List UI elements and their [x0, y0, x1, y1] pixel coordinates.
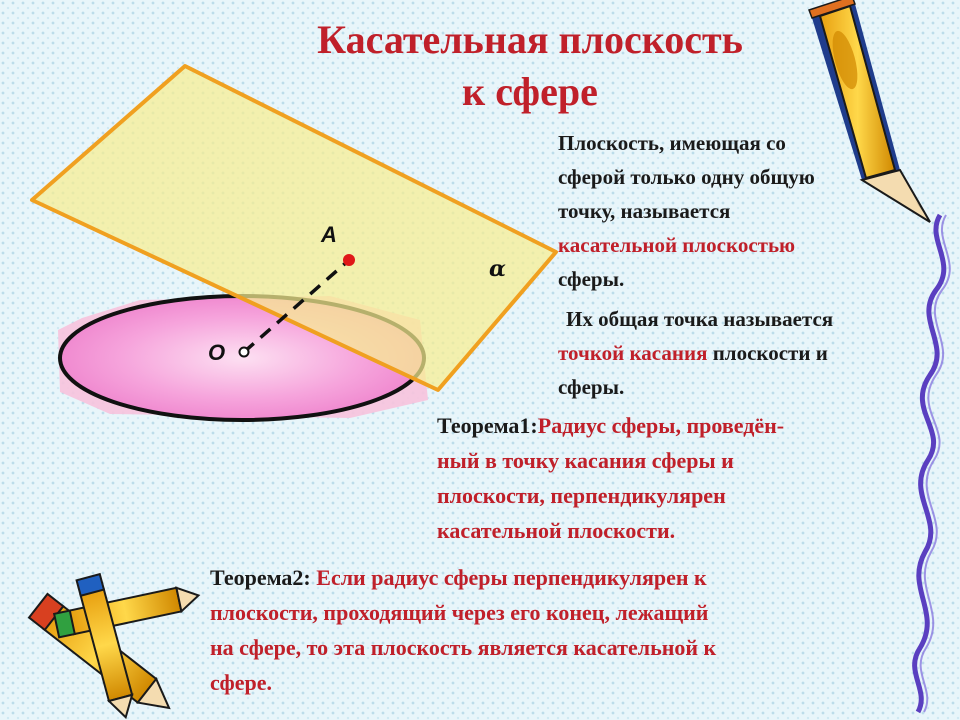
point-o-marker — [240, 348, 249, 357]
title-line-1: Касательная плоскость — [317, 17, 743, 62]
definition-term: касательной плоскостью — [558, 233, 796, 257]
theorem-1-text-2: ный в точку касания сферы и — [437, 448, 734, 473]
definition-line-5: сферы. — [558, 267, 625, 291]
contact-term: точкой касания — [558, 341, 708, 365]
definition-line-2: сферой только одну общую — [558, 165, 815, 189]
theorem-2-text-4: сфере. — [210, 670, 272, 695]
definition-line-1: Плоскость, имеющая со — [558, 131, 786, 155]
point-o-label: O — [208, 340, 226, 365]
theorem-1-label: Теорема1: — [437, 413, 538, 438]
contact-point-text — [558, 302, 938, 404]
pencils-icon — [29, 574, 201, 720]
ribbon-decoration — [915, 215, 944, 712]
contact-line-2 — [558, 336, 938, 370]
theorem-2-text-1: Если радиус сферы перпендикулярен к — [310, 565, 707, 590]
theorem-1 — [437, 408, 907, 548]
theorem-2-line-1 — [210, 560, 900, 595]
theorem-1-text-3: плоскости, перпендикулярен — [437, 483, 726, 508]
contact-line-1: Их общая точка называется — [566, 307, 834, 331]
point-a-marker — [343, 254, 355, 266]
plane-alpha-label: α — [489, 256, 506, 282]
contact-line-3: сферы. — [558, 375, 625, 399]
theorem-1-text-1: Радиус сферы, проведён- — [537, 413, 785, 438]
contact-line-2-rest: плоскости и — [707, 341, 828, 365]
theorem-2-text-3: на сфере, то эта плоскость является касательной к — [210, 635, 717, 660]
point-a-label: A — [321, 222, 337, 247]
definition-line-3: точку, называется — [558, 199, 731, 223]
theorem-2 — [210, 560, 900, 700]
theorem-2-text-2: плоскости, проходящий через его конец, лежащий — [210, 600, 709, 625]
theorem-1-text-4: касательной плоскости. — [437, 518, 676, 543]
theorem-1-line-1 — [437, 408, 907, 443]
theorem-2-label: Теорема2: — [210, 565, 311, 590]
definition-text — [558, 126, 898, 296]
title-line-2: к сфере — [462, 69, 598, 114]
